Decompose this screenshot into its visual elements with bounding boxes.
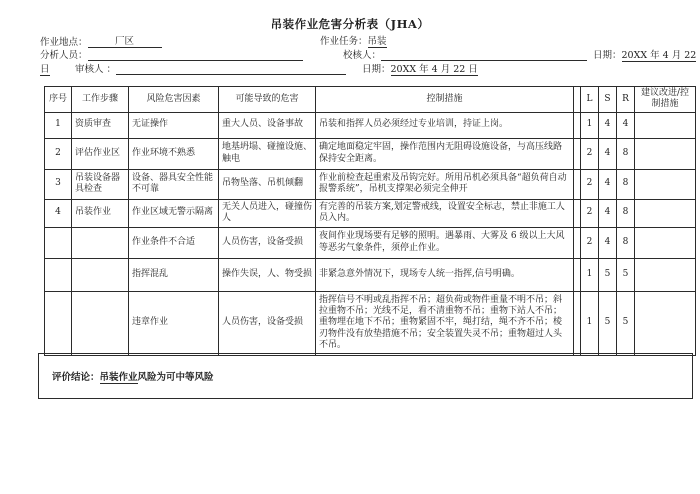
cell-spacer [574, 138, 581, 169]
cell-l: 1 [581, 112, 599, 138]
cell-spacer [574, 169, 581, 199]
cell-hazard: 操作失误，人、物受损 [219, 258, 316, 291]
cell-no [45, 227, 72, 258]
table-row [45, 199, 696, 227]
cell-r: 5 [617, 291, 635, 355]
cell-control: 指挥信号不明或乱指挥不吊；超负荷或物件重量不明不吊；斜拉重物不吊；光线不足，看不清重物不吊；重物下站人不吊；重物埋在地下不吊；重物紧固不牢，绳打结，绳不齐不吊；棱刃物件没有放垫措施不吊；安全装置失灵不吊；重物超过人头不吊。 [316, 291, 574, 355]
date2-value: 20XX 年 4 月 22 日 [390, 64, 478, 75]
cell-step: 评估作业区 [72, 138, 129, 169]
cell-r: 8 [617, 227, 635, 258]
work-task-label: 作业任务： [320, 36, 368, 47]
cell-s: 4 [599, 199, 617, 227]
cell-s: 4 [599, 169, 617, 199]
cell-control: 夜间作业现场要有足够的照明。遇暴雨、大雾及 6 级以上大风等恶劣气象条件，须停止作业。 [316, 227, 574, 258]
cell-l: 2 [581, 169, 599, 199]
cell-l: 1 [581, 291, 599, 355]
date2-label: 日期： [362, 64, 391, 75]
table-row [45, 258, 696, 291]
cell-r: 8 [617, 138, 635, 169]
table-row [45, 227, 696, 258]
cell-spacer [574, 258, 581, 291]
analyst-field [40, 47, 303, 61]
jha-table [44, 86, 696, 356]
cell-hazard: 人员伤害，设备受损 [219, 227, 316, 258]
cell-spacer [574, 291, 581, 355]
cell-hazard: 无关人员进入，碰撞伤人 [219, 199, 316, 227]
evaluation-label: 评价结论： [52, 372, 100, 383]
cell-l: 2 [581, 199, 599, 227]
evaluation-text: 风险为可中等风险 [137, 372, 214, 383]
cell-l: 2 [581, 227, 599, 258]
date1-field [593, 47, 696, 61]
col-header-control: 控制措施 [316, 87, 574, 113]
col-header-suggestion: 建议改进/控制措施 [635, 87, 696, 113]
analyst-label: 分析人员： [40, 50, 88, 61]
work-location-field [40, 33, 162, 47]
analyst-blank [88, 49, 303, 61]
cell-factor: 作业区域无警示隔离 [129, 199, 219, 227]
date1-wrap-char: 日 [40, 64, 50, 75]
cell-suggestion [635, 258, 696, 291]
cell-suggestion [635, 169, 696, 199]
cell-hazard: 地基坍塌、碰撞设施、触电 [219, 138, 316, 169]
cell-factor: 设备、器具安全性能不可靠 [129, 169, 219, 199]
cell-control: 有完善的吊装方案,划定警戒线，设置安全标志，禁止非施工人员入内。 [316, 199, 574, 227]
cell-r: 4 [617, 112, 635, 138]
cell-step: 吊装作业 [72, 199, 129, 227]
cell-spacer [574, 199, 581, 227]
cell-hazard: 重大人员、设备事故 [219, 112, 316, 138]
cell-control: 吊装和指挥人员必须经过专业培训，持证上岗。 [316, 112, 574, 138]
cell-suggestion [635, 227, 696, 258]
checker-field [343, 47, 587, 61]
cell-suggestion [635, 112, 696, 138]
table-header-row [45, 87, 696, 113]
col-header-step: 工作步骤 [72, 87, 129, 113]
reviewer-field [75, 61, 346, 75]
cell-factor: 作业条件不合适 [129, 227, 219, 258]
date1-value: 20XX 年 4 月 22 [621, 50, 697, 61]
cell-suggestion [635, 291, 696, 355]
table-row [45, 291, 696, 355]
table-row [45, 112, 696, 138]
cell-r: 8 [617, 169, 635, 199]
date2-field [362, 61, 478, 75]
cell-no: 4 [45, 199, 72, 227]
col-header-l: L [581, 87, 599, 113]
cell-step [72, 227, 129, 258]
col-header-r: R [617, 87, 635, 113]
cell-no [45, 258, 72, 291]
reviewer-label: 审核人 ： [75, 64, 117, 75]
cell-no [45, 291, 72, 355]
evaluation-subject: 吊装作业 [99, 372, 138, 383]
date1-wrap-field [40, 61, 50, 75]
cell-l: 1 [581, 258, 599, 291]
cell-r: 8 [617, 199, 635, 227]
cell-step: 吊装设备器具检查 [72, 169, 129, 199]
cell-l: 2 [581, 138, 599, 169]
cell-step: 资质审查 [72, 112, 129, 138]
cell-factor: 指挥混乱 [129, 258, 219, 291]
cell-step [72, 291, 129, 355]
cell-s: 4 [599, 138, 617, 169]
cell-factor: 作业环境不熟悉 [129, 138, 219, 169]
work-task-value: 吊装 [367, 36, 387, 47]
cell-suggestion [635, 138, 696, 169]
cell-factor: 无证操作 [129, 112, 219, 138]
cell-no: 3 [45, 169, 72, 199]
checker-label: 校核人： [343, 50, 382, 61]
col-header-factor: 风险危害因素 [129, 87, 219, 113]
cell-s: 5 [599, 258, 617, 291]
page-title: 吊装作业危害分析表（JHA） [270, 17, 430, 31]
work-location-label: 作业地点： [40, 37, 88, 48]
cell-control: 非紧急意外情况下，现场专人统一指挥,信号明确。 [316, 258, 574, 291]
cell-no: 2 [45, 138, 72, 169]
cell-spacer [574, 227, 581, 258]
cell-hazard: 吊物坠落、吊机倾翻 [219, 169, 316, 199]
cell-suggestion [635, 199, 696, 227]
cell-s: 4 [599, 112, 617, 138]
col-header-no: 序号 [45, 87, 72, 113]
cell-hazard: 人员伤害，设备受损 [219, 291, 316, 355]
work-location-value: 厂区 [88, 33, 162, 48]
cell-control: 确定地面稳定牢固，操作范围内无阻碍设施设备，与高压线路保持安全距离。 [316, 138, 574, 169]
checker-blank [381, 49, 587, 61]
col-header-spacer [574, 87, 581, 113]
col-header-s: S [599, 87, 617, 113]
cell-s: 5 [599, 291, 617, 355]
table-row [45, 169, 696, 199]
cell-r: 5 [617, 258, 635, 291]
cell-s: 4 [599, 227, 617, 258]
cell-no: 1 [45, 112, 72, 138]
reviewer-blank [116, 63, 346, 75]
work-task-field [320, 33, 387, 47]
col-header-hazard: 可能导致的危害 [219, 87, 316, 113]
cell-step [72, 258, 129, 291]
date1-label: 日期： [593, 50, 622, 61]
table-row [45, 138, 696, 169]
cell-spacer [574, 112, 581, 138]
evaluation-box [38, 353, 693, 399]
cell-factor: 违章作业 [129, 291, 219, 355]
cell-control: 作业前检查起重索及吊钩完好。所用吊机必须具备“超负荷自动报警系统”，吊机支撑架必须完全伸开 [316, 169, 574, 199]
